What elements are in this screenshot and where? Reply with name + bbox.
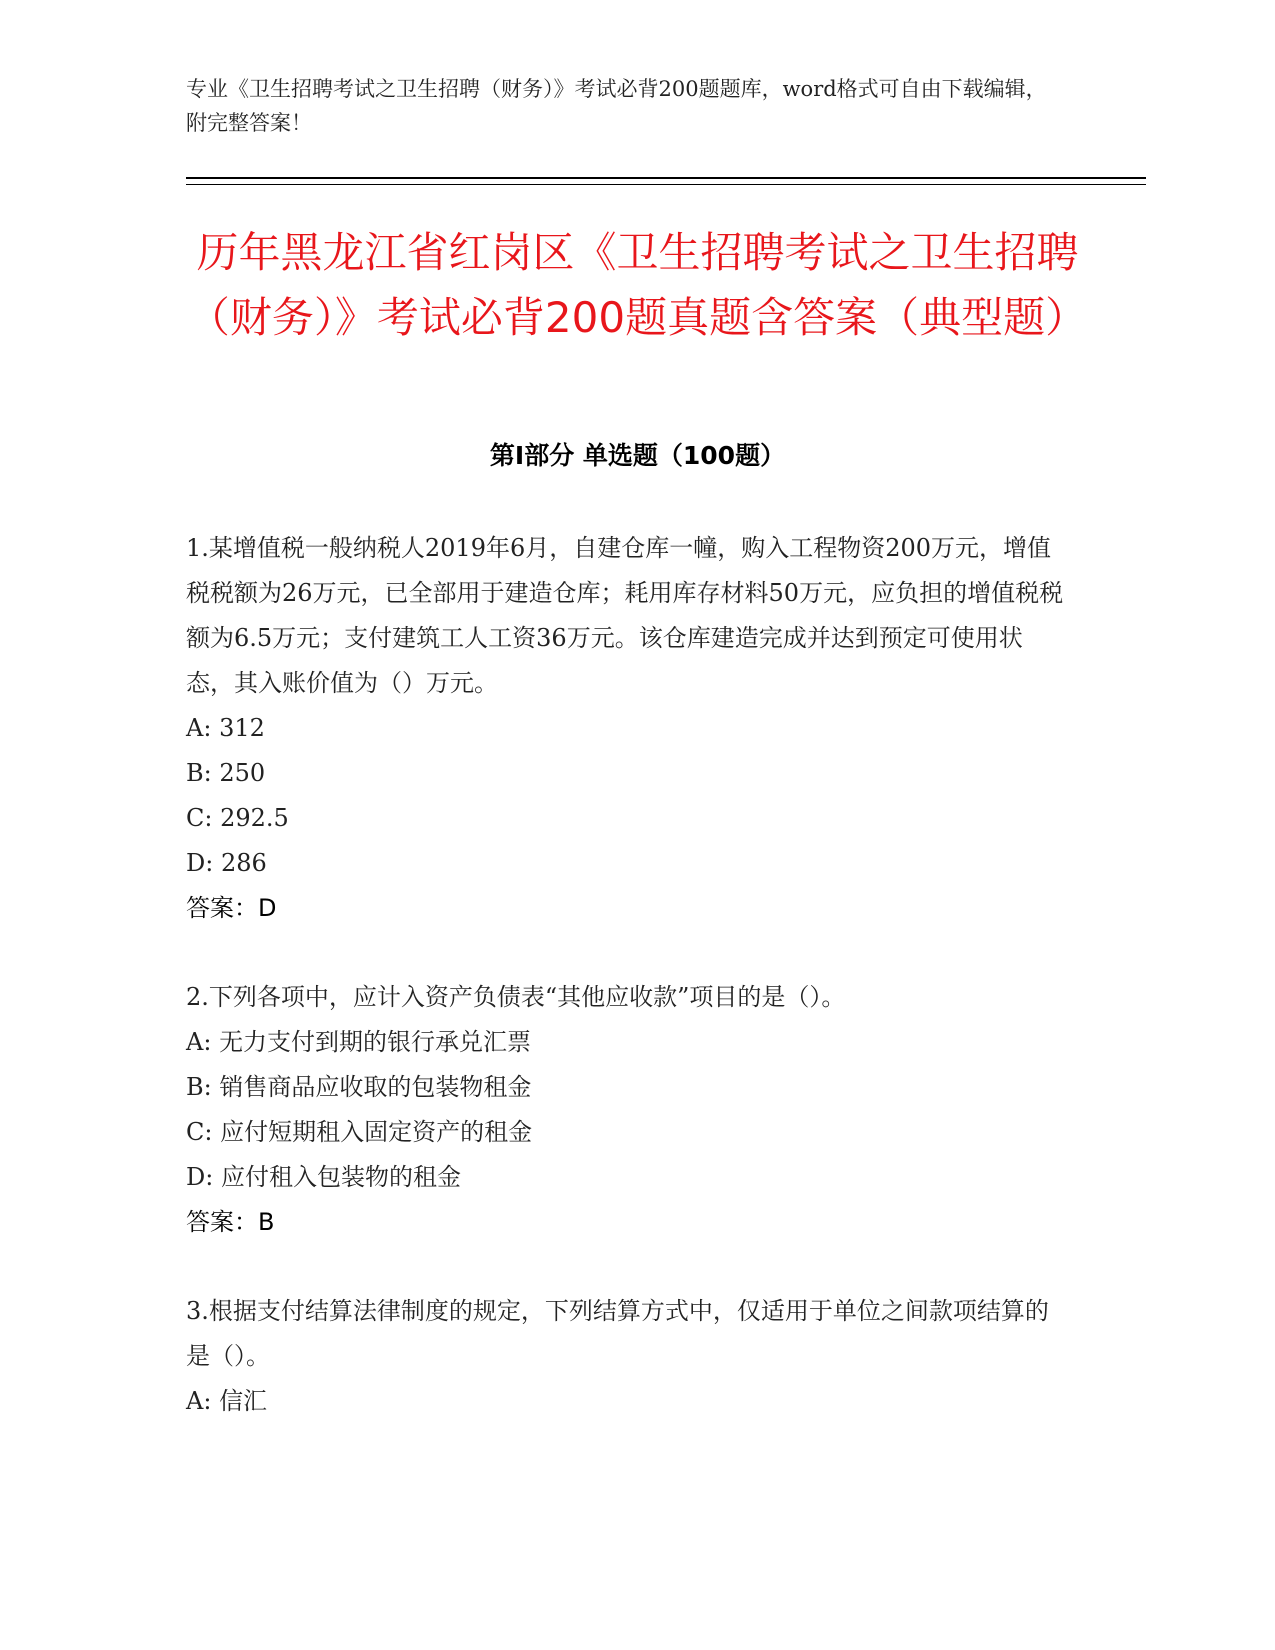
option-b — [186, 751, 1066, 796]
answer-line: 答案：D — [186, 894, 277, 922]
option-text: 应付租入包装物的租金 — [220, 1163, 461, 1191]
option-text: 312 — [219, 714, 265, 742]
question-2 — [186, 975, 1066, 1245]
header-note: 专业《卫生招聘考试之卫生招聘（财务）》考试必背200题题库，word格式可自由下载编辑，附完整答案！ — [186, 77, 1047, 135]
option-b — [186, 1065, 1066, 1110]
option-text: 信汇 — [219, 1387, 268, 1415]
option-text: 销售商品应收取的包装物租金 — [219, 1073, 532, 1101]
header-rule-thin — [186, 184, 1146, 185]
option-a — [186, 1379, 1066, 1424]
option-letter: B: — [186, 1073, 212, 1101]
option-d — [186, 1155, 1066, 1200]
answer-line: 答案：B — [186, 1208, 275, 1236]
question-list — [186, 526, 1066, 1468]
option-c — [186, 1110, 1066, 1155]
header-rule-thick — [186, 177, 1146, 179]
option-c — [186, 796, 1066, 841]
option-text: 无力支付到期的银行承兑汇票 — [219, 1028, 532, 1056]
question-stem: 2.下列各项中，应计入资产负债表“其他应收款”项目的是（）。 — [186, 983, 846, 1011]
option-text: 250 — [219, 759, 266, 787]
option-text: 应付短期租入固定资产的租金 — [220, 1118, 533, 1146]
question-stem: 1.某增值税一般纳税人2019年6月，自建仓库一幢，购入工程物资200万元，增值税税额为26万元，已全部用于建造仓库；耗用库存材料50万元，应负担的增值税税额为6.5万元；支付建筑工人工资36万元。该仓库建造完成并达到预定可使用状态，其入账价值为（）万元。 — [186, 534, 1064, 697]
option-text: 292.5 — [220, 804, 289, 832]
section-heading: 第Ⅰ部分 单选题（100题） — [489, 441, 786, 470]
option-letter: A: — [186, 1028, 212, 1056]
option-letter: A: — [186, 714, 212, 742]
option-letter: D: — [186, 1163, 214, 1191]
option-text: 286 — [220, 849, 267, 877]
option-d — [186, 841, 1066, 886]
document-title: 历年黑龙江省红岗区《卫生招聘考试之卫生招聘（财务）》考试必背200题真题含答案（典型题） — [187, 228, 1088, 342]
question-3 — [186, 1289, 1066, 1424]
option-letter: B: — [186, 759, 212, 787]
option-letter: D: — [186, 849, 214, 877]
option-letter: C: — [186, 1118, 213, 1146]
option-a — [186, 1020, 1066, 1065]
option-a — [186, 706, 1066, 751]
question-1 — [186, 526, 1066, 931]
question-stem: 3.根据支付结算法律制度的规定，下列结算方式中，仅适用于单位之间款项结算的是（）。 — [186, 1297, 1049, 1370]
option-letter: C: — [186, 804, 213, 832]
option-letter: A: — [186, 1387, 212, 1415]
